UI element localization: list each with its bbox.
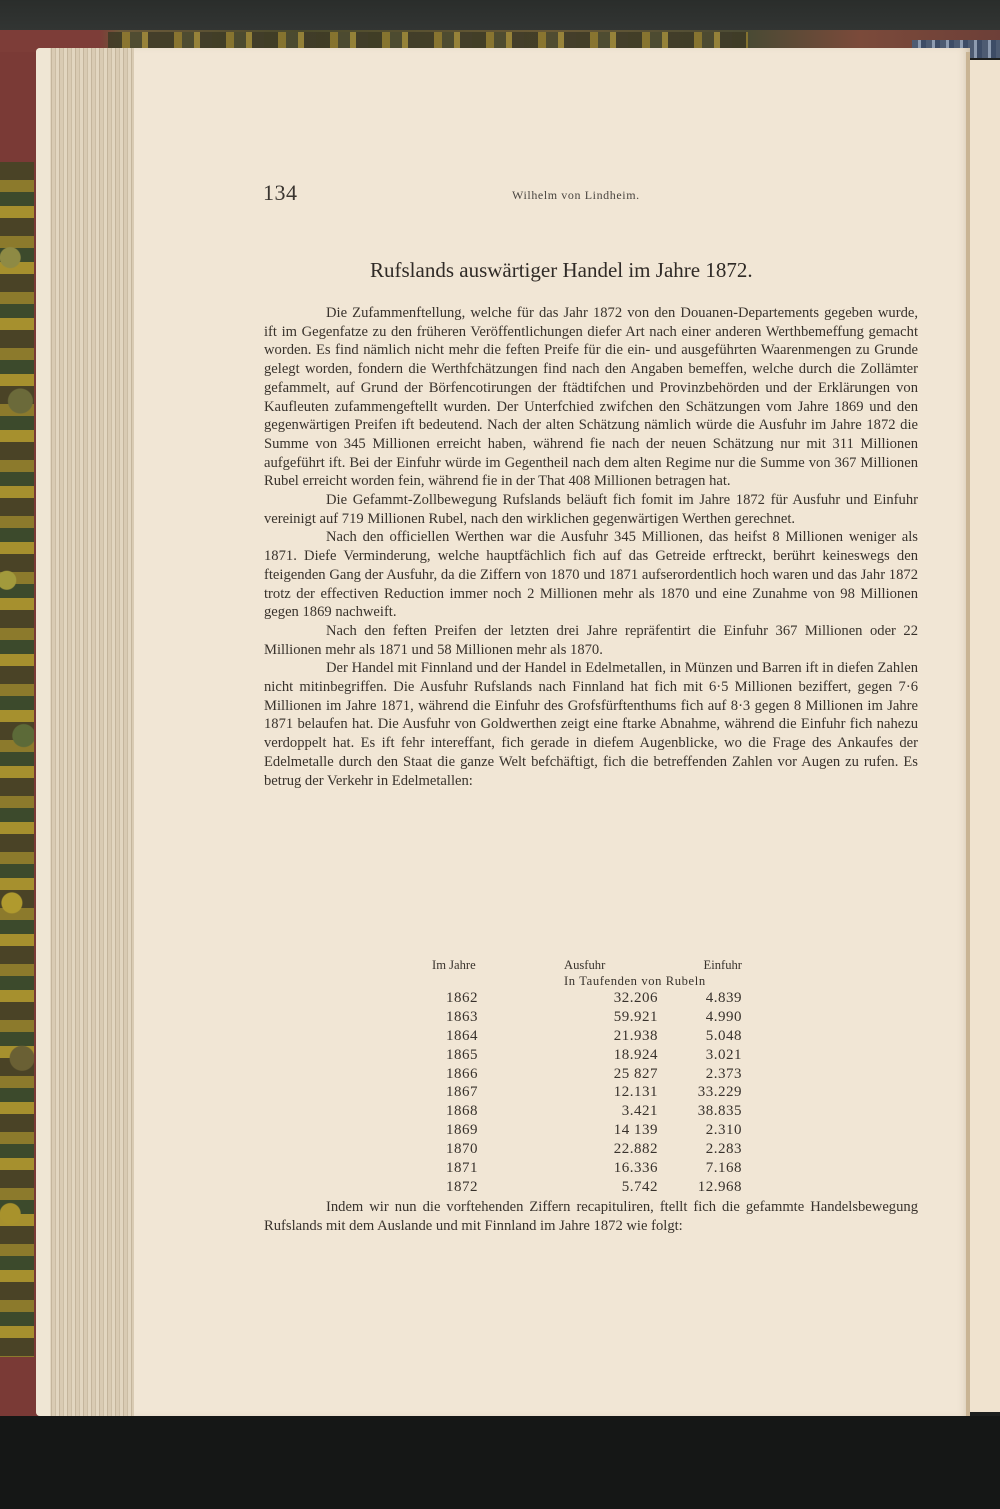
header-einfuhr: Einfuhr xyxy=(703,958,742,972)
cell-einfuhr: 2.283 xyxy=(705,1141,742,1158)
precious-metals-table xyxy=(432,958,746,1195)
cell-einfuhr: 2.310 xyxy=(705,1122,742,1139)
background-top xyxy=(0,0,1000,34)
header-year: Im Jahre xyxy=(432,958,476,972)
section-title: Rufslands auswärtiger Handel im Jahre 1872. xyxy=(370,258,753,282)
page-gutter xyxy=(966,52,970,1416)
cell-einfuhr: 7.168 xyxy=(705,1160,742,1177)
table-row xyxy=(432,1122,746,1141)
header-unit: In Taufenden von Rubeln xyxy=(564,974,706,988)
background-bottom xyxy=(0,1416,1000,1509)
table-row xyxy=(432,990,746,1009)
table-body xyxy=(432,990,746,1198)
table-row xyxy=(432,1047,746,1066)
cell-year: 1867 xyxy=(446,1084,478,1101)
marbled-headband xyxy=(108,32,748,48)
cell-year: 1865 xyxy=(446,1046,478,1063)
cell-einfuhr: 38.835 xyxy=(697,1103,742,1120)
cell-einfuhr: 2.373 xyxy=(705,1065,742,1082)
cell-einfuhr: 4.839 xyxy=(705,990,742,1006)
cell-year: 1869 xyxy=(446,1122,478,1139)
cell-year: 1863 xyxy=(446,1008,478,1025)
cell-year: 1866 xyxy=(446,1065,478,1082)
cell-einfuhr: 33.229 xyxy=(697,1084,742,1101)
cell-einfuhr: 3.021 xyxy=(705,1046,742,1063)
cell-ausfuhr: 59.921 xyxy=(613,1008,658,1025)
page-number: 134 xyxy=(263,180,298,205)
cell-year: 1871 xyxy=(446,1160,478,1177)
paragraph: Nach den officiellen Werthen war die Ausfuhr 345 Millionen, das heifst 8 Millionen weniger als 1871. Diefe Verminderung, welche hauptfächlich fich auf das Getreide erftreckt, berührt keineswegs den fteigenden Gang der Ausfuhr, da die Ziffern von 1870 und 1871 aufserordentlich hoch waren und das Jahr 1872 trotz der effectiven Reduction immer noch 2 Millionen mehr als 1870 und eine Zunahme von 98 Millionen gegen 1869 nachweift. xyxy=(264,529,918,621)
cell-year: 1864 xyxy=(446,1027,478,1044)
cell-ausfuhr: 12.131 xyxy=(613,1084,658,1101)
paragraph: Der Handel mit Finnland und der Handel in Edelmetallen, in Münzen und Barren ift in diefen Zahlen nicht mitinbegriffen. Die Ausfuhr Rufslands nach Finnland hat fich mit 6·5 Millionen beziffert, gegen 7·6 Millionen im Jahre 1871, während die Einfuhr des Grofsfürftenthums fich auf 8·3 gegen 8 Millionen im Jahre 1871 belaufen hat. Die Ausfuhr von Goldwerthen zeigt eine ftarke Abnahme, während die Einfuhr fich nahezu verdoppelt hat. Es ift fehr intereffant, fich gerade in diefem Augenblicke, wo die Frage des Ankaufes der Edelmetalle durch den Staat die ganze Welt befchäftigt, fich die betreffenden Zahlen vor Augen zu rufen. Es betrug der Verkehr in Edelmetallen: xyxy=(264,660,918,789)
cell-ausfuhr: 14 139 xyxy=(613,1122,658,1139)
cell-einfuhr: 4.990 xyxy=(705,1008,742,1025)
cell-ausfuhr: 16.336 xyxy=(613,1160,658,1177)
cell-year: 1872 xyxy=(446,1178,478,1195)
table-row xyxy=(432,1084,746,1103)
cell-einfuhr: 12.968 xyxy=(697,1178,742,1195)
table-row xyxy=(432,1141,746,1160)
table-row xyxy=(432,1066,746,1085)
paragraph: Die Gefammt-Zollbewegung Rufslands beläuft fich fomit im Jahre 1872 für Ausfuhr und Einfuhr vereinigt auf 719 Millionen Rubel, nach den wirklichen gegenwärtigen Werthen gerechnet. xyxy=(264,492,918,527)
cell-ausfuhr: 18.924 xyxy=(613,1046,658,1063)
paragraph: Die Zufammenftellung, welche für das Jahr 1872 von den Douanen-Departements gegeben wurde, ift im Gegenfatze zu den früheren Veröffentlichungen diefer Art nach einer anderen Werthbemeffung gemacht worden. Es find nämlich nicht mehr die feften Preife für die ein- und ausgeführten Waarenmengen zu Grunde gelegt worden, fondern die Werthfchätzungen find nach den Angaben bemeffen, welche durch die Zollämter gefammelt, auf Grund der Börfencotirungen der ftädtifchen und Provinzbehörden und der Erklärungen von Kaufleuten zufammengeftellt wurden. Der Unterfchied zwifchen den Schätzungen vom Jahre 1869 und den gegenwärtigen Preifen ift bedeutend. Nach der alten Schätzung nämlich würde die Ausfuhr im Jahre 1872 die Summe von 345 Millionen erreicht haben, während fie nach der neuen Schätzung nur mit 311 Millionen aufgeführt ift. Bei der Einfuhr würde im Gegentheil nach dem alten Regime nur die Summe von 367 Millionen Rubel erreicht worden fein, während fie in der That 408 Millionen betragen hat. xyxy=(264,305,918,490)
table-row xyxy=(432,1179,746,1198)
cell-ausfuhr: 25 827 xyxy=(613,1065,658,1082)
running-head: Wilhelm von Lindheim. xyxy=(512,188,640,202)
table-row xyxy=(432,1103,746,1122)
cell-year: 1868 xyxy=(446,1103,478,1120)
closing-text xyxy=(264,1198,918,1235)
next-page-edge xyxy=(970,60,1000,1412)
marbled-endpaper xyxy=(0,162,34,1357)
paragraph: Nach den feften Preifen der letzten drei Jahre repräfentirt die Einfuhr 367 Millionen oder 22 Millionen mehr als 1871 und 58 Millionen mehr als 1870. xyxy=(264,622,918,658)
cell-ausfuhr: 22.882 xyxy=(613,1141,658,1158)
table-row xyxy=(432,1160,746,1179)
body-text xyxy=(264,304,918,790)
cell-year: 1862 xyxy=(446,990,478,1006)
header-ausfuhr: Ausfuhr xyxy=(564,958,606,972)
table-row xyxy=(432,1028,746,1047)
page-edges xyxy=(36,48,136,1416)
table-header xyxy=(432,958,746,988)
cell-ausfuhr: 21.938 xyxy=(613,1027,658,1044)
table-row xyxy=(432,1009,746,1028)
cell-ausfuhr: 3.421 xyxy=(621,1103,658,1120)
paragraph: Indem wir nun die vorftehenden Ziffern recapituliren, ftellt fich die gefammte Handelsbewegung Rufslands mit dem Auslande und mit Finnland im Jahre 1872 wie folgt: xyxy=(264,1199,918,1234)
cell-year: 1870 xyxy=(446,1141,478,1158)
cell-ausfuhr: 32.206 xyxy=(613,990,658,1006)
cell-einfuhr: 5.048 xyxy=(705,1027,742,1044)
cell-ausfuhr: 5.742 xyxy=(621,1178,658,1195)
